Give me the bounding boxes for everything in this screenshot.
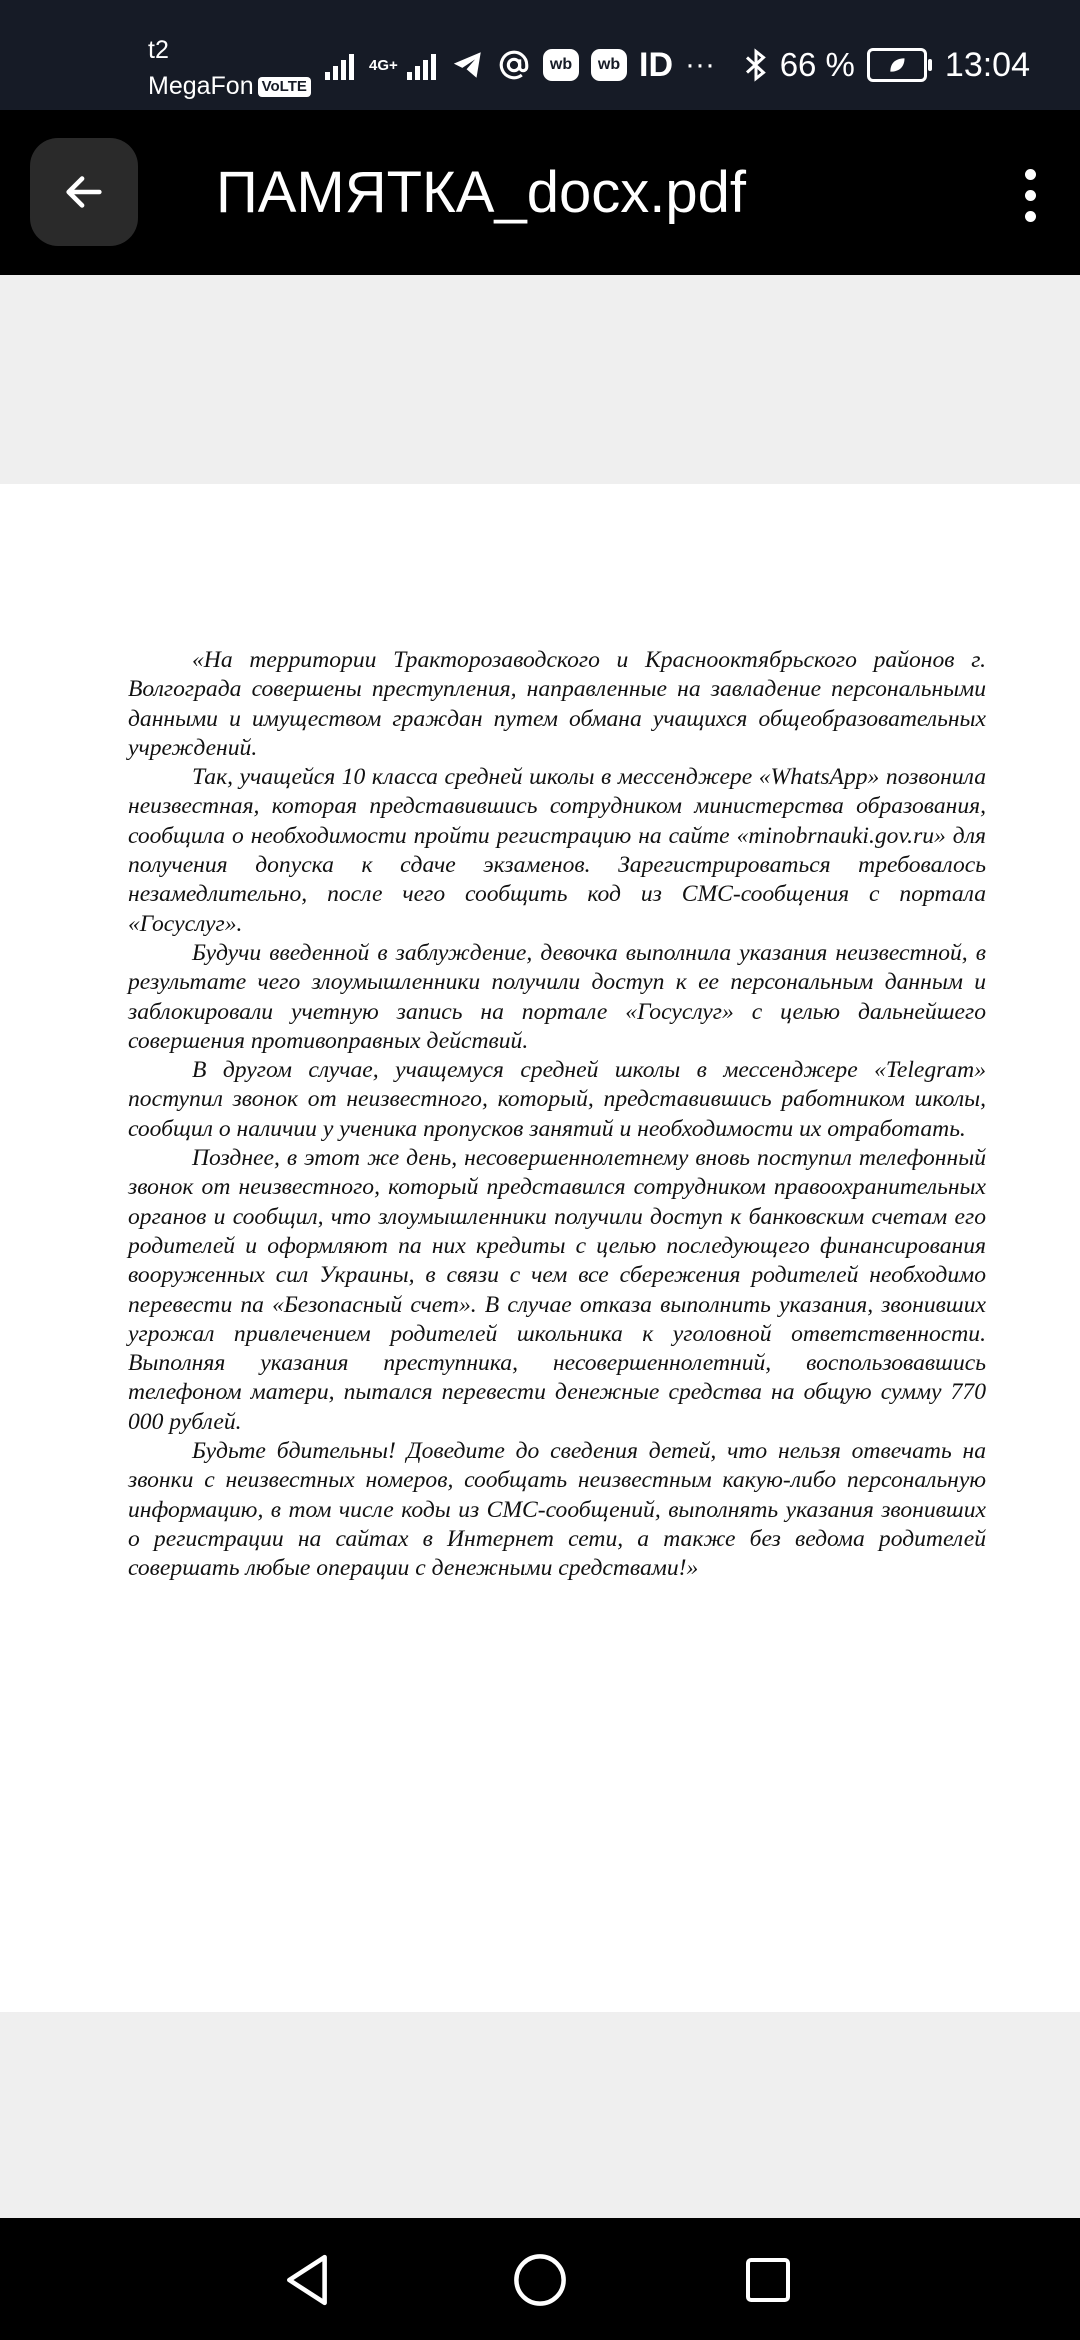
carrier-name-1: t2 <box>148 36 169 64</box>
more-options-button[interactable] <box>1000 150 1060 240</box>
at-sign-icon <box>497 48 531 82</box>
system-nav-bar <box>0 2218 1080 2340</box>
app-bar <box>0 110 1080 275</box>
arrow-left-icon <box>61 169 107 215</box>
battery-icon <box>867 48 927 82</box>
notification-icons <box>325 40 727 90</box>
volte-badge: VoLTE <box>258 77 311 97</box>
paragraph-2: Так, учащейся 10 класса средней школы в мессенджере «WhatsApp» позвонила неизвестная, которая представившись сотрудником министерства образования, сообщила о необходимости пройти регистрацию на сайте «minobrnauki.gov.ru» для получения допуска к сдаче экзаменов. Зарегистрироваться требовалось незамедлительно, после чего сообщить код из СМС-сообщения с портала «Госуслуг». <box>128 764 986 937</box>
leaf-icon <box>886 55 908 75</box>
paragraph-1: «На территории Тракторозаводского и Краснооктябрьского районов г. Волгограда совершены преступления, направленные на завладение персональными данными и имуществом граждан путем обмана учащихся общеобразовательных учреждений. <box>128 647 986 761</box>
telegram-icon <box>451 48 485 82</box>
nav-back-button[interactable] <box>276 2248 340 2312</box>
triangle-back-icon <box>283 2253 333 2307</box>
paragraph-6: Будьте бдительны! Доведите до сведения детей, что нельзя отвечать на звонки с неизвестных номеров, сообщать неизвестным какую-либо персональную информацию, в том числе коды из СМС-сообщений, выполнять указания звонивших о регистрации на сайтах в Интернет сети, а также без ведома родителей совершать любые операции с денежными средствами!» <box>128 1438 986 1582</box>
more-notifications-icon: ··· <box>685 48 715 81</box>
nav-recents-button[interactable] <box>736 2248 800 2312</box>
network-type: 4G+ <box>369 56 398 74</box>
carrier-info <box>148 32 311 104</box>
carrier-name-2: MegaFon <box>148 72 254 100</box>
system-icons <box>732 40 1030 90</box>
more-vertical-icon <box>1025 169 1036 180</box>
signal-icon <box>325 50 357 80</box>
status-bar <box>0 0 1080 110</box>
back-button[interactable] <box>30 138 138 246</box>
battery-percent: 66 % <box>779 46 855 83</box>
document-text <box>128 646 986 1584</box>
paragraph-4: В другом случае, учащемуся средней школы в мессенджере «Telegram» поступил звонок от неизвестного, который, представившись работником школы, сообщил о наличии у ученика пропусков занятий и необходимости их отработать. <box>128 1057 986 1142</box>
signal-2-icon <box>407 50 439 80</box>
square-recents-icon <box>744 2256 792 2304</box>
document-title: ПАМЯТКА_docx.pdf <box>216 160 746 225</box>
id-icon: ID <box>639 45 673 84</box>
paragraph-5: Позднее, в этот же день, несовершеннолетнему вновь поступил телефонный звонок от неизвестного, который представился сотрудником правоохранительных органов и сообщил, что злоумышленники получили доступ к банковским счетам его родителей и оформляют па них кредиты с целью последующего финансирования вооруженных сил Украины, в связи с чем все сбережения родителей необходимо перевести па «Безопасный счет». В случае отказа выполнить указания, звонивших угрожал привлечением родителей школьника к уголовной ответственности. Выполняя указания преступника, несовершеннолетний, воспользовавшись телефоном матери, пытался перевести денежные средства на общую сумму 770 000 рублей. <box>128 1145 986 1435</box>
clock: 13:04 <box>944 45 1030 84</box>
wildberries-icon: wb <box>543 49 579 81</box>
circle-home-icon <box>513 2253 567 2307</box>
nav-home-button[interactable] <box>508 2248 572 2312</box>
bluetooth-icon <box>744 47 768 83</box>
pdf-page[interactable] <box>0 484 1080 2012</box>
wildberries-2-icon: wb <box>591 49 627 81</box>
paragraph-3: Будучи введенной в заблуждение, девочка выполнила указания неизвестной, в результате чего злоумышленники получили доступ к ее персональным данным и заблокировали учетную запись на портале «Госуслуг» с целью дальнейшего совершения противоправных действий. <box>128 939 986 1054</box>
